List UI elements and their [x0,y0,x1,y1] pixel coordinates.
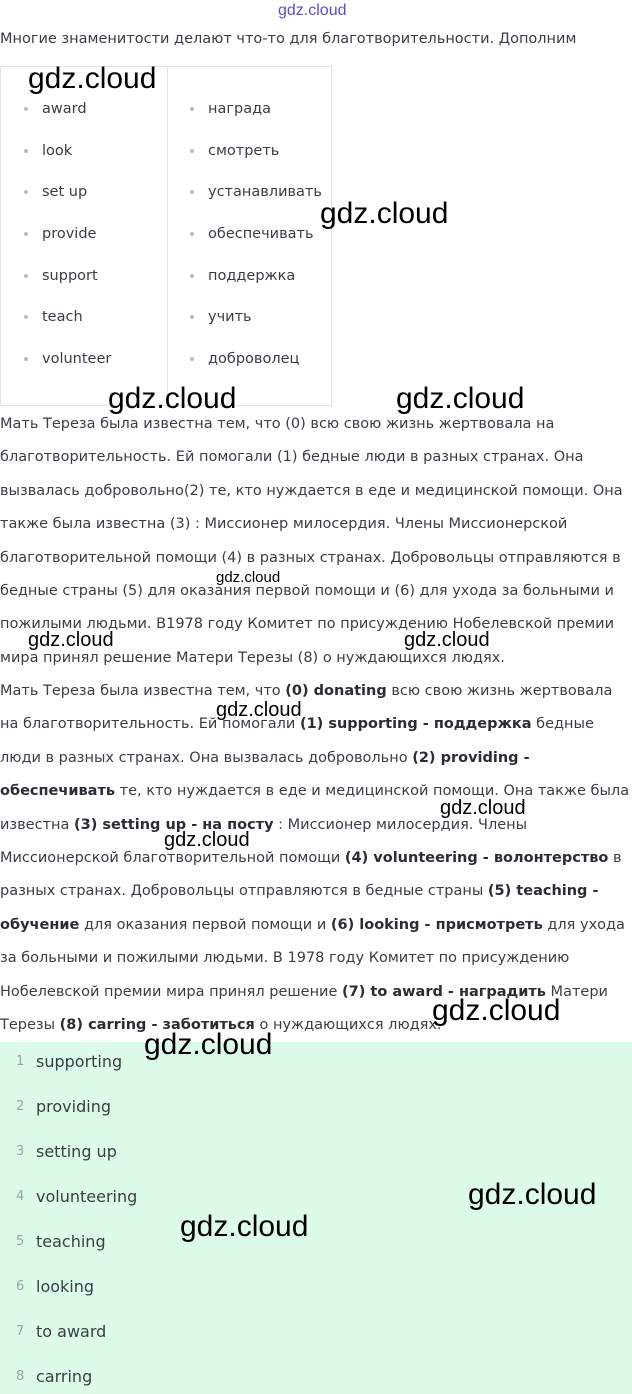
bullet-icon [190,315,194,319]
answer-paragraph [0,675,632,1042]
bullet-icon [190,232,194,236]
answer-highlight: (5) teaching - обучение [0,883,599,933]
watermark: gdz.cloud [28,62,157,95]
answer-highlight: (6) looking - присмотреть [330,916,543,933]
watermark: gdz.cloud [404,629,490,651]
bullet-icon [190,107,194,111]
answer-item [0,1091,111,1121]
watermark: gdz.cloud [396,382,525,415]
watermark: gdz.cloud [432,994,561,1027]
bullet-icon [24,274,28,278]
answer-number: 7 [16,1323,25,1339]
answer-word: looking [36,1276,95,1296]
answer-word: supporting [36,1051,123,1071]
bullet-icon [190,357,194,361]
vocab-russian-item [167,139,279,163]
answer-text-segment: о нуждающихся людях. [254,1017,442,1034]
answer-text-segment: для оказания первой помощи и [79,916,331,933]
vocab-word: поддержка [208,268,296,284]
watermark: gdz.cloud [28,629,114,651]
answer-highlight: (8) carring - заботиться [59,1017,255,1034]
bullet-icon [190,190,194,194]
answer-word: setting up [36,1141,117,1161]
vocab-word: look [42,143,73,159]
vocab-english-column [1,67,168,405]
vocab-english-item [1,180,87,204]
answer-item [0,1271,94,1301]
vocab-word: provide [42,226,97,242]
vocab-word: учить [208,309,252,325]
vocab-word: награда [208,101,271,117]
vocab-english-item [1,347,111,371]
answer-text-segment: всю свою жизнь жертвовала на благотворительность. Ей помогали [0,683,613,733]
vocab-word: доброволец [208,351,300,367]
answer-number: 1 [16,1053,25,1069]
vocab-word: обеспечивать [208,226,314,242]
answer-highlight: (2) providing - обеспечивать [0,749,530,800]
answer-number: 6 [16,1278,25,1294]
answer-item [0,1361,92,1391]
answer-highlight: (7) to award - наградить [342,983,546,1000]
watermark: gdz.cloud [180,1210,309,1243]
task-paragraph: Мать Тереза была известна тем, что (0) всю свою жизнь жертвовала на благотворительность. Ей помогали (1) бедные люди в разных странах. Она вызвалась добровольно(2) те, кто нуждается в еде и медицинской помощи. Она также была известна (3) : Миссионер милосердия. Члены Миссионерской благотворительной помощи (4) в разных странах. Добровольцы отправляются в бедные страны (5) для оказания первой помощи и (6) для ухода за больными и пожилыми людьми. В1978 году Комитет по присуждению Нобелевской премии мира принял решение Матери Терезы (8) о нуждающихся людях. [0,416,623,666]
answer-highlight: (0) donating [285,683,387,699]
answer-text-segment: в разных странах. Добровольцы отправляются в бедные страны [0,850,622,900]
answer-word: teaching [36,1231,106,1251]
answer-highlight: (3) setting up - на посту [74,816,274,833]
answer-number: 5 [16,1233,25,1249]
answer-number: 8 [16,1368,25,1384]
answer-text-segment: : Миссионер милосердия. Члены Миссионерской благотворительной помощи [0,816,528,867]
vocab-russian-item [167,264,295,288]
watermark: gdz.cloud [164,829,250,851]
bullet-icon [190,149,194,153]
answer-highlight: (4) volunteering - волонтерство [344,850,609,867]
vocab-russian-item [167,347,299,371]
answer-text-segment: бедные люди в разных странах. Она вызвалась добровольно [0,716,594,766]
answer-text-segment: Мать Тереза была известна тем, что [0,683,286,699]
watermark: gdz.cloud [108,382,237,415]
answer-word: to award [36,1321,107,1341]
bullet-icon [190,274,194,278]
bullet-icon [24,315,28,319]
bullet-icon [24,190,28,194]
watermark: gdz.cloud [440,797,526,819]
answer-number: 3 [16,1143,25,1159]
bullet-icon [24,232,28,236]
vocabulary-table [0,66,332,406]
vocab-russian-item [167,97,271,121]
answer-text-segment: для ухода за больными и пожилыми людьми. В 1978 году Комитет по присуждению Нобелевской премии мира принял решение [0,916,625,1000]
vocab-english-item [1,139,72,163]
bullet-icon [24,357,28,361]
answer-text-segment: Матери Терезы [0,983,608,1034]
vocab-english-item [1,264,98,288]
vocab-word: volunteer [42,351,112,367]
answers-list [0,1042,632,1394]
watermark: gdz.cloud [216,699,302,721]
header-watermark: gdz.cloud [278,2,347,19]
vocab-word: set up [42,184,88,200]
watermark: gdz.cloud [216,569,281,586]
vocab-word: support [42,268,98,284]
vocab-russian-item [167,222,314,246]
bullet-icon [24,149,28,153]
answer-number: 4 [16,1188,25,1204]
watermark: gdz.cloud [468,1178,597,1211]
answer-item [0,1316,106,1346]
answer-word: carring [36,1366,93,1386]
vocab-english-item [1,222,96,246]
vocab-russian-column [167,67,333,405]
answer-item [0,1226,106,1256]
intro-text: Многие знаменитости делают что-то для благотворительности. Дополним [0,31,577,47]
answer-highlight: (1) supporting - поддержка [299,716,532,733]
watermark: gdz.cloud [320,197,449,230]
answer-word: providing [36,1096,111,1116]
vocab-english-item [1,97,87,121]
answer-item [0,1046,122,1076]
vocab-word: смотреть [208,143,280,159]
vocab-russian-item [167,180,322,204]
answer-item [0,1136,117,1166]
vocab-word: устанавливать [208,184,322,200]
bullet-icon [24,107,28,111]
answer-number: 2 [16,1098,25,1114]
vocab-english-item [1,305,83,329]
vocab-russian-item [167,305,252,329]
vocab-word: teach [42,309,83,325]
watermark: gdz.cloud [144,1028,273,1061]
answer-text-segment: те, кто нуждается в еде и медицинской помощи. Она также была известна [0,783,630,833]
answer-item [0,1181,137,1211]
answer-word: volunteering [36,1186,138,1206]
vocab-word: award [42,101,87,117]
